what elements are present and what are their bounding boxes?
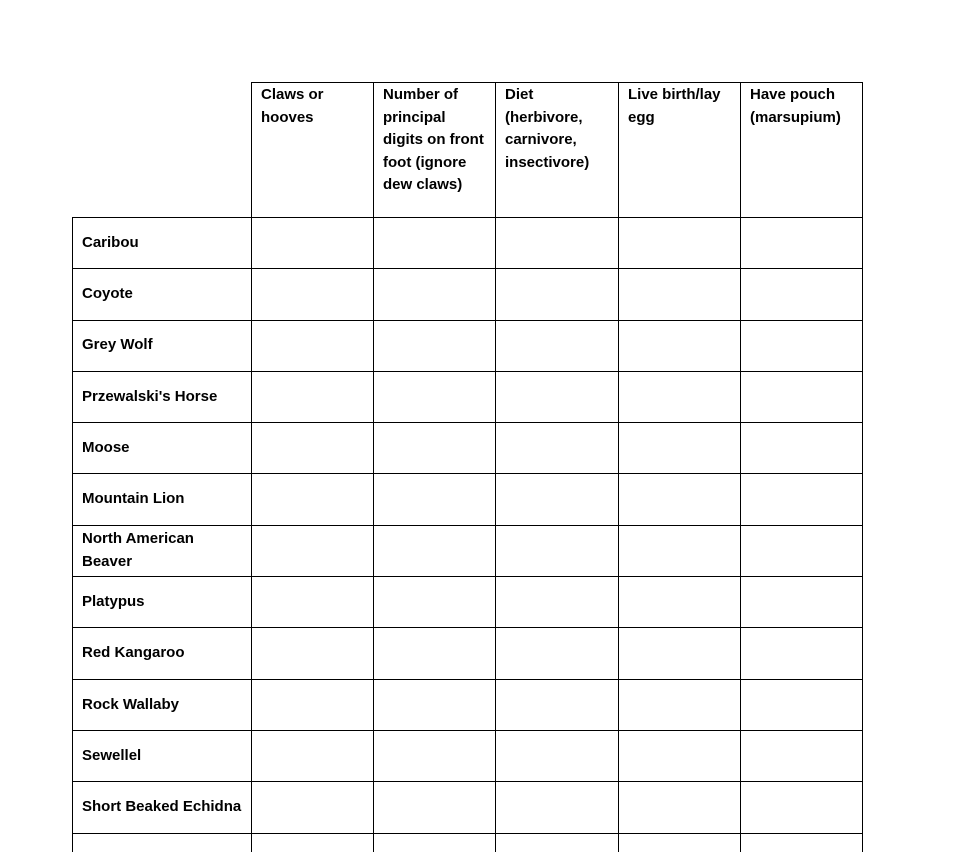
row-label-cell: Przewalski's Horse: [73, 371, 252, 422]
table-row: [73, 371, 863, 422]
row-label-cell: Caribou: [73, 218, 252, 269]
table-row: [73, 320, 863, 371]
answer-cell[interactable]: [741, 782, 863, 833]
row-label-cell: Mountain Lion: [73, 474, 252, 525]
row-label-cell: Platypus: [73, 577, 252, 628]
answer-cell[interactable]: [496, 730, 619, 781]
answer-cell[interactable]: [252, 525, 374, 576]
answer-cell[interactable]: [619, 628, 741, 679]
answer-cell[interactable]: [252, 730, 374, 781]
answer-cell[interactable]: [374, 371, 496, 422]
answer-cell[interactable]: [619, 218, 741, 269]
answer-cell[interactable]: [374, 782, 496, 833]
row-label-cell: Red Kangaroo: [73, 628, 252, 679]
answer-cell[interactable]: [496, 782, 619, 833]
answer-cell[interactable]: [374, 525, 496, 576]
answer-cell[interactable]: [252, 218, 374, 269]
answer-cell[interactable]: [619, 679, 741, 730]
answer-cell[interactable]: [496, 577, 619, 628]
answer-cell[interactable]: [252, 577, 374, 628]
answer-cell[interactable]: [496, 474, 619, 525]
table-row: [73, 833, 863, 852]
row-label-cell: North American Beaver: [73, 525, 252, 576]
column-header-claws-or-hooves: Claws or hooves: [252, 83, 374, 218]
answer-cell[interactable]: [741, 474, 863, 525]
answer-cell[interactable]: [252, 782, 374, 833]
table-row: [73, 577, 863, 628]
animal-traits-table: [72, 82, 863, 852]
answer-cell[interactable]: [741, 833, 863, 852]
answer-cell[interactable]: [619, 525, 741, 576]
table-row: [73, 628, 863, 679]
answer-cell[interactable]: [619, 320, 741, 371]
answer-cell[interactable]: [374, 679, 496, 730]
row-label-cell: Rock Wallaby: [73, 679, 252, 730]
answer-cell[interactable]: [496, 525, 619, 576]
corner-cell: [73, 83, 252, 218]
answer-cell[interactable]: [741, 628, 863, 679]
row-label-cell: [73, 833, 252, 852]
answer-cell[interactable]: [374, 730, 496, 781]
answer-cell[interactable]: [374, 423, 496, 474]
answer-cell[interactable]: [741, 423, 863, 474]
answer-cell[interactable]: [374, 628, 496, 679]
table-row: [73, 218, 863, 269]
answer-cell[interactable]: [619, 782, 741, 833]
answer-cell[interactable]: [496, 833, 619, 852]
column-header-digit-count: Number of principal digits on front foot (ignore dew claws): [374, 83, 496, 218]
row-label-cell: Moose: [73, 423, 252, 474]
answer-cell[interactable]: [252, 423, 374, 474]
row-label-cell: Coyote: [73, 269, 252, 320]
answer-cell[interactable]: [252, 320, 374, 371]
answer-cell[interactable]: [619, 730, 741, 781]
answer-cell[interactable]: [619, 833, 741, 852]
answer-cell[interactable]: [619, 423, 741, 474]
column-header-diet: Diet (herbivore, carnivore, insectivore): [496, 83, 619, 218]
answer-cell[interactable]: [374, 320, 496, 371]
answer-cell[interactable]: [496, 679, 619, 730]
answer-cell[interactable]: [496, 269, 619, 320]
answer-cell[interactable]: [374, 577, 496, 628]
table-row: [73, 269, 863, 320]
answer-cell[interactable]: [252, 371, 374, 422]
answer-cell[interactable]: [252, 474, 374, 525]
answer-cell[interactable]: [741, 269, 863, 320]
column-header-pouch: Have pouch (marsupium): [741, 83, 863, 218]
row-label-cell: Sewellel: [73, 730, 252, 781]
answer-cell[interactable]: [741, 679, 863, 730]
answer-cell[interactable]: [252, 833, 374, 852]
table-row: [73, 730, 863, 781]
answer-cell[interactable]: [619, 577, 741, 628]
answer-cell[interactable]: [741, 730, 863, 781]
answer-cell[interactable]: [619, 269, 741, 320]
answer-cell[interactable]: [374, 218, 496, 269]
answer-cell[interactable]: [741, 371, 863, 422]
table-row: [73, 782, 863, 833]
answer-cell[interactable]: [374, 474, 496, 525]
table-row: [73, 474, 863, 525]
column-header-birth-type: Live birth/lay egg: [619, 83, 741, 218]
table-row: [73, 525, 863, 576]
header-row: [73, 83, 863, 218]
row-label-cell: Grey Wolf: [73, 320, 252, 371]
answer-cell[interactable]: [741, 577, 863, 628]
table-row: [73, 679, 863, 730]
row-label-cell: Short Beaked Echidna: [73, 782, 252, 833]
answer-cell[interactable]: [496, 320, 619, 371]
answer-cell[interactable]: [741, 525, 863, 576]
answer-cell[interactable]: [741, 218, 863, 269]
answer-cell[interactable]: [619, 474, 741, 525]
table-body: [73, 218, 863, 852]
answer-cell[interactable]: [496, 423, 619, 474]
table-row: [73, 423, 863, 474]
answer-cell[interactable]: [252, 628, 374, 679]
answer-cell[interactable]: [374, 833, 496, 852]
answer-cell[interactable]: [496, 371, 619, 422]
answer-cell[interactable]: [252, 269, 374, 320]
answer-cell[interactable]: [741, 320, 863, 371]
answer-cell[interactable]: [496, 218, 619, 269]
answer-cell[interactable]: [374, 269, 496, 320]
answer-cell[interactable]: [496, 628, 619, 679]
answer-cell[interactable]: [252, 679, 374, 730]
answer-cell[interactable]: [619, 371, 741, 422]
